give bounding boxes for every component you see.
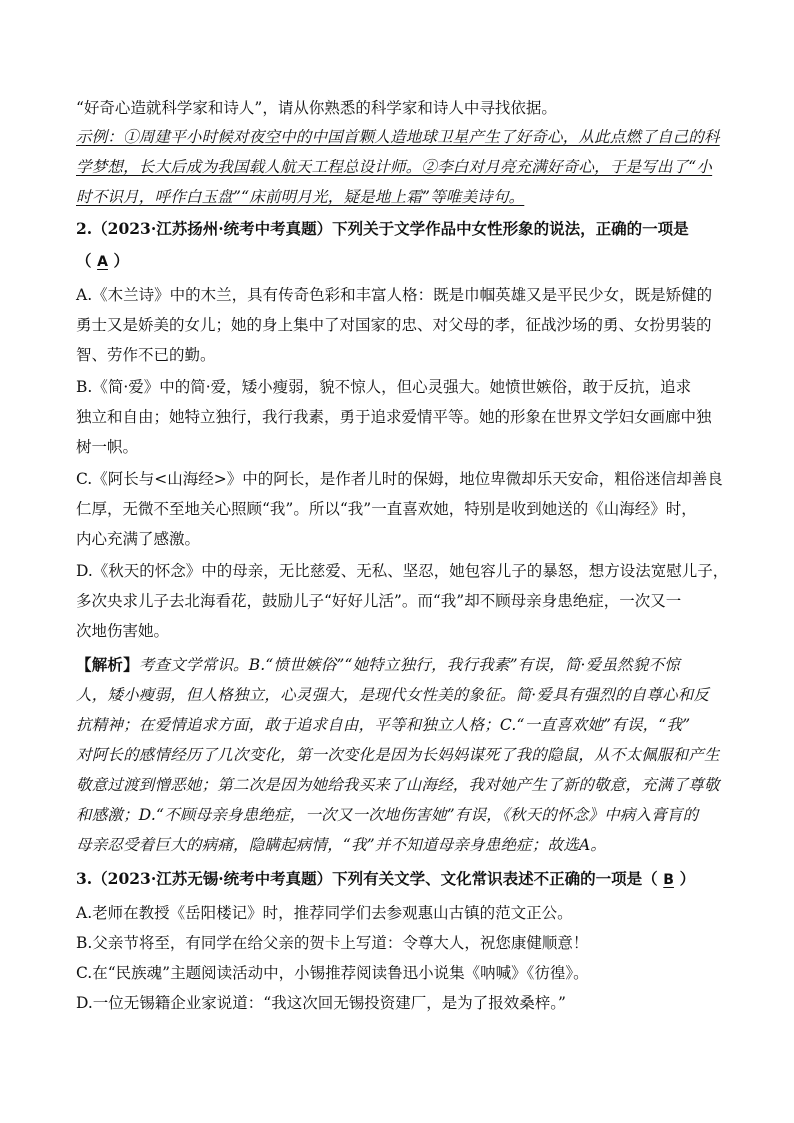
question-2-answer: A [97, 254, 108, 270]
option-d-line-2: 多次央求儿子去北海看花，鼓励儿子“好好儿活”。而“我”却不顾母亲身患绝症，一次又一 [76, 592, 682, 610]
option-c-line-1: C.《阿长与<山海经>》中的阿长，是作者儿时的保姆，地位卑微却乐天安命，粗俗迷信却善良 [76, 470, 723, 488]
option-a-line-3: 智、劳作不已的勤。 [76, 346, 216, 364]
analysis-label: 【解析】 [76, 655, 139, 674]
option-a-line-1: A.《木兰诗》中的木兰，具有传奇色彩和丰富人格：既是巾帼英雄又是平民少女，既是矫健的 [76, 286, 713, 304]
analysis-line-5: 敬意过渡到憎恶她；第二次是因为她给我买来了山海经，我对她产生了新的敬意，充满了尊敬 [76, 776, 720, 794]
paren-close: ） [113, 251, 130, 270]
analysis-line-1 [76, 654, 680, 676]
analysis-line-4: 对阿长的感情经历了几次变化，第一次变化是因为长妈妈谋死了我的隐鼠，从不太佩服和产生 [76, 746, 720, 764]
example-line-2: 学梦想，长大后成为我国载人航天工程总设计师。②李白对月亮充满好奇心，于是写出了“小 [76, 158, 713, 176]
question-2-answer-line [76, 250, 129, 273]
intro-prompt: “好奇心造就科学家和诗人”，请从你熟悉的科学家和诗人中寻找依据。 [76, 99, 557, 117]
option-d-line-3: 次地伤害她。 [76, 622, 170, 640]
question-3-stem-line [76, 868, 695, 891]
example-line-1: 示例：①周建平小时候对夜空中的中国首颗人造地球卫星产生了好奇心，从此点燃了自己的科 [76, 128, 720, 146]
analysis-line-6: 和感激；D.“不顾母亲身患绝症，一次又一次地伤害她”有误，《秋天的怀念》中病入膏肓的 [76, 806, 699, 824]
option-c-line-3: 内心充满了感激。 [76, 530, 201, 548]
question-2-stem: 2.（2023·江苏扬州·统考中考真题）下列关于文学作品中女性形象的说法，正确的一项是 [76, 219, 689, 238]
option-b-line-3: 树一帜。 [76, 438, 139, 456]
analysis-line-2: 人，矮小瘦弱，但人格独立，心灵强大，是现代女性美的象征。简·爱具有强烈的自尊心和反 [76, 686, 710, 704]
q3-option-d: D.一位无锡籍企业家说道：“我这次回无锡投资建厂，是为了报效桑梓。” [76, 994, 566, 1012]
paren-open: （ [76, 251, 92, 270]
option-a-line-2: 勇士又是娇美的女儿；她的身上集中了对国家的忠、对父母的孝，征战沙场的勇、女扮男装的 [76, 316, 712, 334]
analysis-text-1: 考查文学常识。B.“愤世嫉俗”“她特立独行，我行我素”有误，简·爱虽然貌不惊 [138, 656, 680, 674]
question-3-paren-close: ） [679, 869, 696, 888]
option-b-line-1: B.《简·爱》中的简·爱，矮小瘦弱，貌不惊人，但心灵强大。她愤世嫉俗，敢于反抗，追求 [76, 378, 692, 396]
analysis-line-7: 母亲忍受着巨大的病痛，隐瞒起病情，“我”并不知道母亲身患绝症；故选A。 [76, 836, 607, 854]
analysis-line-3: 抗精神；在爱情追求方面，敢于追求自由，平等和独立人格；C.“一直喜欢她”有误，“我” [76, 716, 691, 734]
option-b-line-2: 独立和自由；她特立独行，我行我素，勇于追求爱情平等。她的形象在世界文学妇女画廊中独 [76, 408, 712, 426]
option-c-line-2: 仁厚，无微不至地关心照顾“我”。所以“我”一直喜欢她，特别是收到她送的《山海经》时， [76, 500, 697, 518]
option-d-line-1: D.《秋天的怀念》中的母亲，无比慈爱、无私、坚忍，她包容儿子的暴怒，想方设法宽慰儿子， [76, 562, 729, 580]
question-3-answer: B [663, 872, 674, 888]
example-line-3: 时不识月，呼作白玉盘”“床前明月光，疑是地上霜”等唯美诗句。 [76, 188, 525, 206]
question-3-stem: 3.（2023·江苏无锡·统考中考真题）下列有关文学、文化常识表述不正确的一项是（ [76, 869, 658, 888]
q3-option-a: A.老师在教授《岳阳楼记》时，推荐同学们去参观惠山古镇的范文正公。 [76, 904, 573, 922]
q3-option-c: C.在“民族魂”主题阅读活动中，小锡推荐阅读鲁迅小说集《呐喊》《彷徨》。 [76, 964, 589, 982]
q3-option-b: B.父亲节将至，有同学在给父亲的贺卡上写道：令尊大人，祝您康健顺意！ [76, 934, 589, 952]
